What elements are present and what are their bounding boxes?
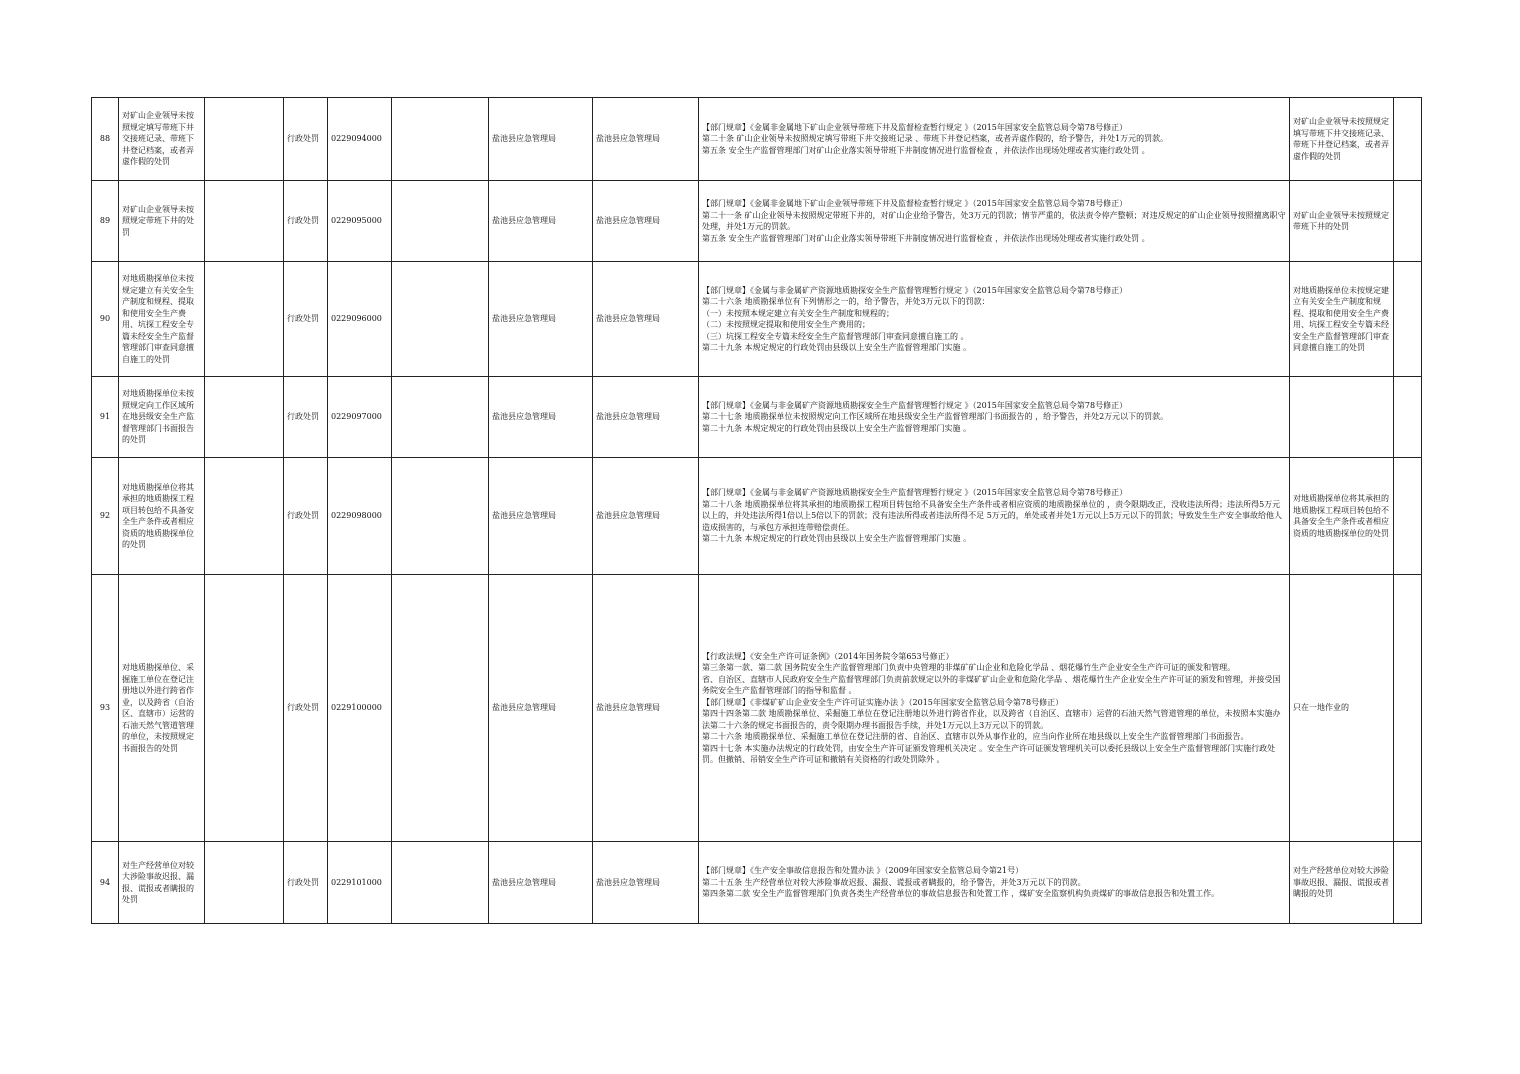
item-code: 0229100000 — [328, 575, 392, 842]
row-number: 90 — [92, 262, 119, 377]
empty-cell — [392, 262, 489, 377]
row-number: 88 — [92, 98, 119, 181]
responsible-dept: 盐池县应急管理局 — [593, 262, 699, 377]
empty-cell — [1394, 262, 1422, 377]
empty-cell — [1394, 842, 1422, 924]
responsible-dept: 盐池县应急管理局 — [593, 575, 699, 842]
item-name: 对地质勘探单位、采掘施工单位在登记注册地以外进行跨省作业，以及跨省（自治区、直辖市）运营的石油天然气管道管理的单位，未按照规定书面报告的处罚 — [119, 575, 205, 842]
note: 对地质勘探单位将其承担的地质勘探工程项目转包给不具备安全生产条件或者相应资质的地质勘探单位的处罚 — [1290, 458, 1394, 575]
empty-cell — [205, 458, 284, 575]
responsible-dept: 盐池县应急管理局 — [593, 98, 699, 181]
empty-cell — [1394, 98, 1422, 181]
legal-basis: 【部门规章】《金属与非金属矿产资源地质勘探安全生产监督管理暂行规定 》（2015年国家安全监管总局令第78号修正） 第二十六条 地质勘探单位有下列情形之一的，给予警告，并处3万元以下的罚款： （一）未按照本规定建立有关安全生产制度和规程的； （二）未按照规定提取和使用安全生产费用的； （三）坑探工程安全专篇未经安全生产监督管理部门审查同意擅自施工的 。 第二十九条 本规定规定的行政处罚由县级以上安全生产监督管理部门实施 。 — [699, 262, 1290, 377]
responsible-dept: 盐池县应急管理局 — [593, 377, 699, 458]
empty-cell — [205, 575, 284, 842]
item-name: 对地质勘探单位未按规定建立有关安全生产制度和规程、提取和使用安全生产费用、坑探工程安全专篇未经安全生产监督管理部门审查同意擅自施工的处罚 — [119, 262, 205, 377]
note: 对地质勘探单位未按规定建立有关安全生产制度和规程、提取和使用安全生产费用、坑探工程安全专篇未经安全生产监督管理部门审查同意擅自施工的处罚 — [1290, 262, 1394, 377]
empty-cell — [205, 842, 284, 924]
row-number: 91 — [92, 377, 119, 458]
row-number: 89 — [92, 181, 119, 262]
note: 对生产经营单位对较大涉险事故迟报、漏报、谎报或者瞒报的处罚 — [1290, 842, 1394, 924]
empty-cell — [205, 98, 284, 181]
empty-cell — [1394, 458, 1422, 575]
item-code: 0229097000 — [328, 377, 392, 458]
regulation-table — [91, 97, 1422, 924]
category: 行政处罚 — [284, 377, 328, 458]
category: 行政处罚 — [284, 98, 328, 181]
empty-cell — [205, 377, 284, 458]
table-row — [92, 458, 1422, 575]
note: 对矿山企业领导未按照规定带班下井的处罚 — [1290, 181, 1394, 262]
category: 行政处罚 — [284, 575, 328, 842]
item-code: 0229095000 — [328, 181, 392, 262]
empty-cell — [392, 575, 489, 842]
item-name: 对生产经营单位对较大涉险事故迟报、漏报、谎报或者瞒报的处罚 — [119, 842, 205, 924]
row-number: 94 — [92, 842, 119, 924]
row-number: 92 — [92, 458, 119, 575]
note: 对矿山企业领导未按照规定填写带班下井交接班记录、带班下井登记档案，或者弄虚作假的处罚 — [1290, 98, 1394, 181]
table-row — [92, 98, 1422, 181]
responsible-dept: 盐池县应急管理局 — [593, 181, 699, 262]
item-name: 对矿山企业领导未按照规定填写带班下井交接班记录、带班下井登记档案，或者弄虚作假的处罚 — [119, 98, 205, 181]
legal-basis: 【部门规章】《金属非金属地下矿山企业领导带班下井及监督检查暂行规定 》（2015年国家安全监管总局令第78号修正） 第二十一条 矿山企业领导未按照规定带班下井的，对矿山企业给予警告，处3万元的罚款；情节严重的，依法责令停产整顿；对违反规定的矿山企业领导按照擅离职守处理，并处1万元的罚款。 第五条 安全生产监督管理部门对矿山企业落实领导带班下井制度情况进行监督检查 ，并依法作出现场处理或者实施行政处罚 。 — [699, 181, 1290, 262]
empty-cell — [205, 262, 284, 377]
legal-basis: 【部门规章】《金属与非金属矿产资源地质勘探安全生产监督管理暂行规定 》（2015年国家安全监管总局令第78号修正） 第二十七条 地质勘探单位未按照规定向工作区域所在地县级安全生产监督管理部门书面报告的 ，给予警告，并处2万元以下的罚款。 第二十九条 本规定规定的行政处罚由县级以上安全生产监督管理部门实施 。 — [699, 377, 1290, 458]
implementing-dept: 盐池县应急管理局 — [489, 575, 593, 842]
implementing-dept: 盐池县应急管理局 — [489, 458, 593, 575]
note — [1290, 377, 1394, 458]
legal-basis: 【部门规章】《生产安全事故信息报告和处置办法 》（2009年国家安全监管总局令第21号） 第二十五条 生产经营单位对较大涉险事故迟报、漏报、谎报或者瞒报的，给予警告，并处3万元以下的罚款。 第四条第二款 安全生产监督管理部门负责各类生产经营单位的事故信息报告和处置工作 ，煤矿安全监察机构负责煤矿的事故信息报告和处置工作。 — [699, 842, 1290, 924]
empty-cell — [1394, 377, 1422, 458]
item-code: 0229098000 — [328, 458, 392, 575]
table-row — [92, 181, 1422, 262]
item-code: 0229101000 — [328, 842, 392, 924]
implementing-dept: 盐池县应急管理局 — [489, 98, 593, 181]
implementing-dept: 盐池县应急管理局 — [489, 262, 593, 377]
category: 行政处罚 — [284, 458, 328, 575]
legal-basis: 【行政法规】《安全生产许可证条例》（2014年国务院令第653号修正） 第三条第一款、第二款 国务院安全生产监督管理部门负责中央管理的非煤矿矿山企业和危险化学品 、烟花爆竹生产企业安全生产许可证的颁发和管理。 省、自治区、直辖市人民政府安全生产监督管理部门负责前款规定以外的非煤矿矿山企业和危险化学品 、烟花爆竹生产企业安全生产许可证的颁发和管理，并接受国务院安全生产监督管理部门的指导和监督 。 【部门规章】《非煤矿矿山企业安全生产许可证实施办法 》（2015年国家安全监管总局令第78号修正） 第四十四条第二款 地质勘探单位、采掘施工单位在登记注册地以外进行跨省作业，以及跨省（自治区、直辖市）运营的石油天然气管道管理的单位，未按照本实施办法第二十六条的规定书面报告的，责令限期办理书面报告手续，并处1万元以上3万元以下的罚款。 第二十六条 地质勘探单位、采掘施工单位在登记注册的省、自治区、直辖市以外从事作业的，应当向作业所在地县级以上安全生产监督管理部门书面报告。 第四十七条 本实施办法规定的行政处罚，由安全生产许可证颁发管理机关决定 。安全生产许可证颁发管理机关可以委托县级以上安全生产监督管理部门实施行政处罚。但撤销、吊销安全生产许可证和撤销有关资格的行政处罚除外 。 — [699, 575, 1290, 842]
empty-cell — [205, 181, 284, 262]
table-row — [92, 842, 1422, 924]
responsible-dept: 盐池县应急管理局 — [593, 842, 699, 924]
item-name: 对地质勘探单位将其承担的地质勘探工程项目转包给不具备安全生产条件或者相应资质的地质勘探单位的处罚 — [119, 458, 205, 575]
table-row — [92, 575, 1422, 842]
empty-cell — [1394, 181, 1422, 262]
table-row — [92, 377, 1422, 458]
implementing-dept: 盐池县应急管理局 — [489, 377, 593, 458]
empty-cell — [392, 377, 489, 458]
empty-cell — [392, 842, 489, 924]
category: 行政处罚 — [284, 262, 328, 377]
item-code: 0229096000 — [328, 262, 392, 377]
legal-basis: 【部门规章】《金属非金属地下矿山企业领导带班下井及监督检查暂行规定 》（2015年国家安全监管总局令第78号修正） 第二十条 矿山企业领导未按照规定填写带班下井交接班记录 、带班下井登记档案，或者弄虚作假的，给予警告，并处1万元的罚款。 第五条 安全生产监督管理部门对矿山企业落实领导带班下井制度情况进行监督检查 ，并依法作出现场处理或者实施行政处罚 。 — [699, 98, 1290, 181]
legal-basis: 【部门规章】《金属与非金属矿产资源地质勘探安全生产监督管理暂行规定 》（2015年国家安全监管总局令第78号修正） 第二十八条 地质勘探单位将其承担的地质勘探工程项目转包给不具备安全生产条件或者相应资质的地质勘探单位的 ，责令限期改正，没收违法所得；违法所得5万元以上的，并处违法所得1倍以上5倍以下的罚款；没有违法所得或者违法所得不足 5万元的，单处或者并处1万元以上5万元以下的罚款；导致发生生产安全事故给他人造成损害的，与承包方承担连带赔偿责任。 第二十九条 本规定规定的行政处罚由县级以上安全生产监督管理部门实施 。 — [699, 458, 1290, 575]
item-name: 对地质勘探单位未按照规定向工作区域所在地县级安全生产监督管理部门书面报告的处罚 — [119, 377, 205, 458]
responsible-dept: 盐池县应急管理局 — [593, 458, 699, 575]
table-body — [92, 98, 1422, 924]
implementing-dept: 盐池县应急管理局 — [489, 181, 593, 262]
empty-cell — [392, 181, 489, 262]
implementing-dept: 盐池县应急管理局 — [489, 842, 593, 924]
row-number: 93 — [92, 575, 119, 842]
empty-cell — [392, 98, 489, 181]
item-code: 0229094000 — [328, 98, 392, 181]
note: 只在一地作业的 — [1290, 575, 1394, 842]
empty-cell — [1394, 575, 1422, 842]
category: 行政处罚 — [284, 181, 328, 262]
item-name: 对矿山企业领导未按照规定带班下井的处罚 — [119, 181, 205, 262]
category: 行政处罚 — [284, 842, 328, 924]
empty-cell — [392, 458, 489, 575]
table-row — [92, 262, 1422, 377]
